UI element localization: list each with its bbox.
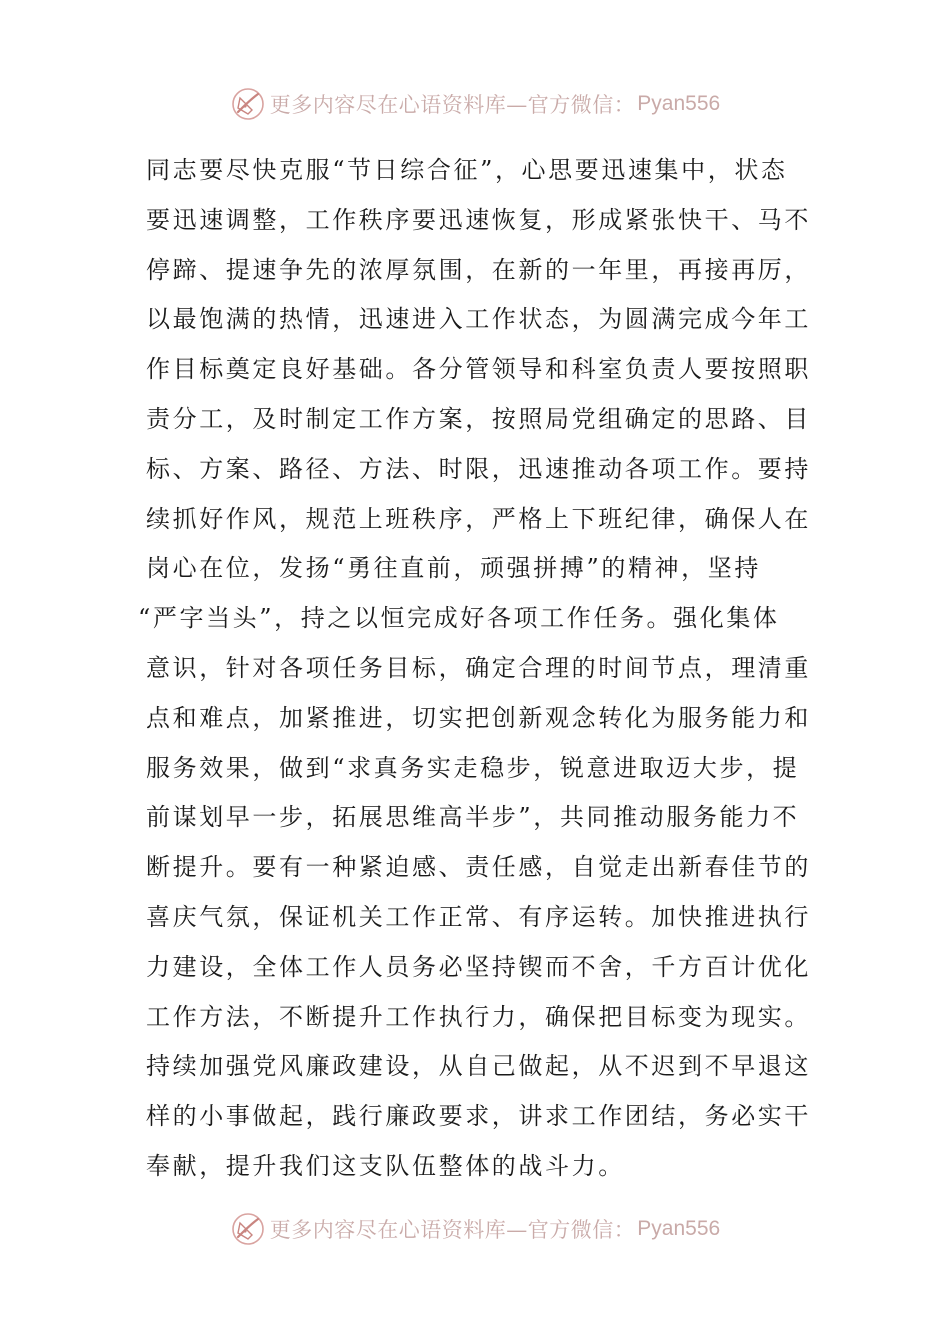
- text-line: 同志要尽快克服“节日综合征”，心思要迅速集中，状态: [146, 156, 788, 184]
- banner-text: 更多内容尽在心语资料库—官方微信：: [269, 93, 636, 117]
- text-line: “严字当头”，持之以恒完成好各项工作任务。强化集体: [138, 604, 780, 633]
- text-line: 前谋划早一步，拓展思维高半步”，共同推动服务能力不: [146, 803, 800, 832]
- text-line: 奉献，提升我们这支队伍整体的战斗力。: [146, 1151, 625, 1180]
- banner-text: 更多内容尽在心语资料库—官方微信：: [269, 1218, 636, 1242]
- text-line: 样的小事做起，践行廉政要求，讲求工作团结，务必实干: [146, 1102, 811, 1131]
- text-line: 作目标奠定良好基础。各分管领导和科室负责人要按照职: [146, 355, 811, 384]
- text-line: 责分工，及时制定工作方案，按照局党组确定的思路、目: [146, 404, 811, 433]
- text-line: 意识，针对各项任务目标，确定合理的时间节点，理清重: [146, 653, 811, 682]
- pen-nib-logo-icon: [230, 1211, 266, 1247]
- text-line: 点和难点，加紧推进，切实把创新观念转化为服务能力和: [146, 703, 811, 732]
- text-line: 以最饱满的热情，迅速进入工作状态，为圆满完成今年工: [146, 305, 811, 334]
- text-line: 岗心在位，发扬“勇往直前，顽强拼搏”的精神，坚持: [146, 554, 761, 583]
- text-line: 喜庆气氛，保证机关工作正常、有序运转。加快推进执行: [146, 902, 811, 931]
- text-line: 工作方法，不断提升工作执行力，确保把目标变为现实。: [146, 1002, 811, 1031]
- text-line: 断提升。要有一种紧迫感、责任感，自觉走出新春佳节的: [146, 853, 811, 882]
- text-line: 标、方案、路径、方法、时限，迅速推动各项工作。要持: [146, 454, 811, 483]
- text-line: 续抓好作风，规范上班秩序，严格上下班纪律，确保人在: [146, 504, 811, 533]
- wechat-id: Pyan556: [637, 1217, 721, 1240]
- text-line: 要迅速调整，工作秩序要迅速恢复，形成紧张快干、马不: [146, 205, 811, 234]
- header-banner: [0, 82, 950, 126]
- text-line: 停蹄、提速争先的浓厚氛围，在新的一年里，再接再厉，: [146, 255, 811, 284]
- text-line: 服务效果，做到“求真务实走稳步，锐意进取迈大步，提: [146, 753, 800, 782]
- pen-nib-logo-icon: [230, 86, 266, 122]
- footer-banner: [0, 1207, 950, 1251]
- body-paragraph: [138, 146, 811, 1192]
- text-line: 持续加强党风廉政建设，从自己做起，从不迟到不早退这: [146, 1052, 811, 1081]
- wechat-id: Pyan556: [637, 92, 721, 115]
- text-line: 力建设，全体工作人员务必坚持锲而不舍，千方百计优化: [146, 952, 811, 981]
